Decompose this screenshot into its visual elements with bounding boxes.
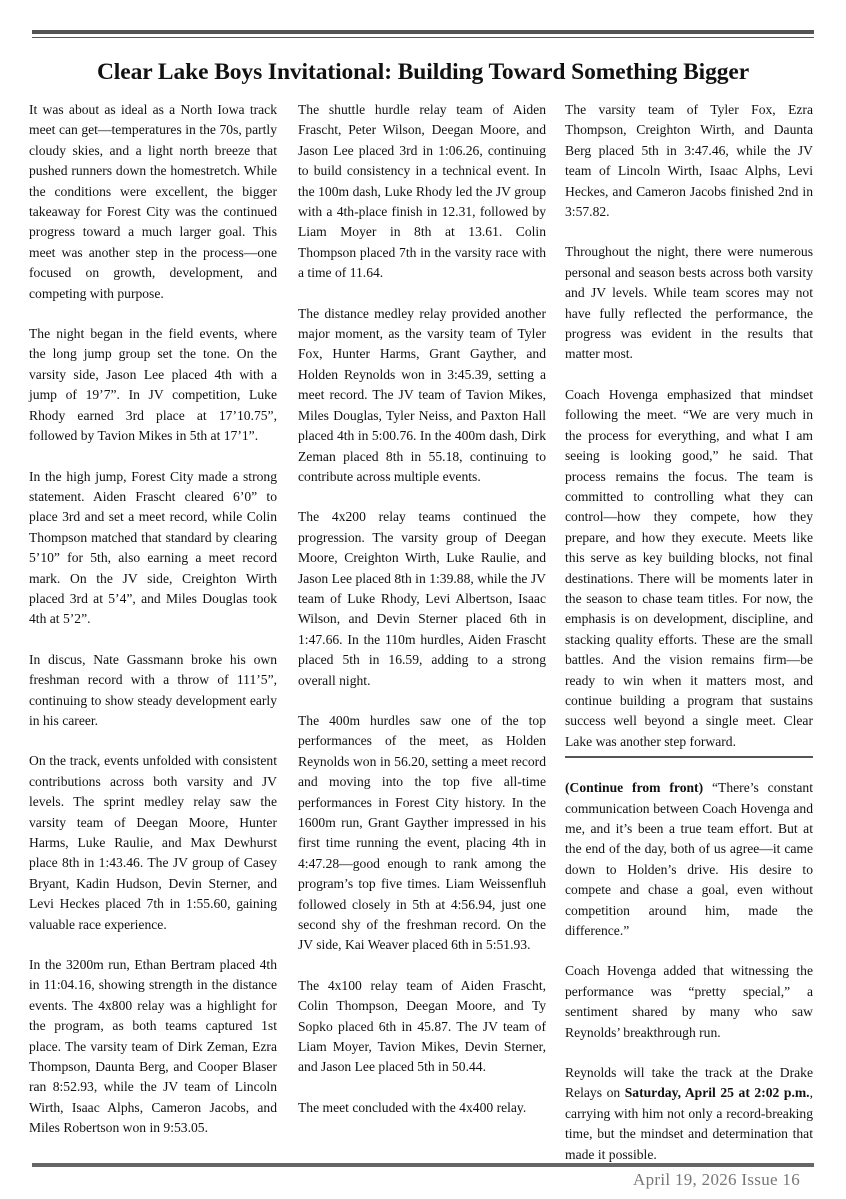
paragraph: The night began in the field events, where the long jump group set the tone. On the varsity side, Jason Lee placed 4th with a jump of 19’7”. In JV competition, Luke Rhody earned 3rd place at 17’10.75”, followed by Tavion Mikes in 5th at 17’1”. — [29, 326, 277, 444]
continued-lead: (Continue from front) — [565, 780, 704, 796]
footer-date-issue: April 19, 2026 Issue 16 — [633, 1170, 800, 1189]
paragraph: Coach Hovenga emphasized that mindset following the meet. “We are very much in the process for everything, and what I am seeing is looking good,” he said. That process remains the focus. The team is committed to controlling what they can control—how they compete, how they prepare, and how they execute. Meets like this serve as key building blocks, not final destinations. There will be moments later in the season to chase team titles. For now, the emphasis is on development, discipline, and stacking quality efforts. These are the small battles. And the vision remains firm—be ready to win when it matters most, and continue building a program that sustains success well beyond a single meet. Clear Lake was another step forward. — [565, 386, 813, 749]
paragraph: In discus, Nate Gassmann broke his own freshman record with a throw of 111’5”, continuing to show steady development early in his career. — [29, 651, 277, 728]
paragraph: Coach Hovenga added that witnessing the performance was “pretty special,” a sentiment shared by many who saw Reynolds’ breakthrough run. — [565, 963, 813, 1040]
event-text-after: , carrying with him not only a record-breaking time, but the mindset and determination that made it possible. — [565, 1085, 813, 1162]
bottom-rule — [32, 1163, 814, 1167]
continued-divider — [565, 756, 813, 758]
paragraph: The 400m hurdles saw one of the top performances of the meet, as Holden Reynolds won in 56.20, setting a meet record and moving into the top five all-time performances in Forest City history. In the 1600m run, Grant Gayther impressed in his first time running the event, placing 4th in 4:47.28—good enough to rank among the program’s top five times. Liam Weissenfluh followed closely in 5th at 4:56.94, just one second shy of the freshman record. On the JV side, Kai Weaver placed 6th in 5:51.93. — [298, 712, 546, 953]
column-3 — [565, 100, 813, 1185]
paragraph: In the 3200m run, Ethan Bertram placed 4th in 11:04.16, showing strength in the distance events. The 4x800 relay was a highlight for the program, as both teams captured 1st place. The varsity team of Dirk Zeman, Ezra Thompson, Daunta Berg, and Cooper Blaser ran 8:52.93, while the JV team of Lincoln Wirth, Isaac Alphs, Cameron Jacobs, and Miles Robertson won in 9:53.05. — [29, 957, 277, 1136]
column-1 — [29, 100, 277, 1159]
column-2 — [298, 100, 546, 1138]
top-rule-thick — [32, 30, 814, 34]
paragraph: The distance medley relay provided another major moment, as the varsity team of Tyler Fox, Hunter Harms, Grant Gayther, and Holden Reynolds won in 3:45.39, setting a meet record. The JV team of Tavion Mikes, Miles Douglas, Tyler Neiss, and Paxton Hall placed 4th in 5:00.76. In the 400m dash, Dirk Zeman placed 8th in 55.18, continuing to contribute across multiple events. — [298, 305, 546, 484]
paragraph: It was about as ideal as a North Iowa track meet can get—temperatures in the 70s, partly cloudy skies, and a light north breeze that pushed runners down the homestretch. While the conditions were excellent, the bigger takeaway for Forest City was the continued progress toward a much larger goal. This meet was another step in the process—one focused on growth, development, and competing with purpose. — [29, 102, 277, 301]
paragraph: On the track, events unfolded with consistent contributions across both varsity and JV levels. The sprint medley relay saw the varsity team of Deegan Moore, Hunter Harms, Luke Raulie, and Max Dewhurst place 8th in 1:43.46. The JV group of Casey Bryant, Kadin Hudson, Devin Sterner, and Levi Heckes placed 7th in 1:55.60, gaining valuable race experience. — [29, 753, 277, 932]
event-paragraph — [565, 1063, 813, 1165]
paragraph: In the high jump, Forest City made a strong statement. Aiden Frascht cleared 6’0” to place 3rd and set a meet record, while Colin Thompson matched that standard by clearing 5’10” for 5th, also earning a meet record mark. On the JV side, Creighton Wirth placed 3rd at 5’4”, and Miles Douglas took 4th at 5’2”. — [29, 468, 277, 627]
continued-text: “There’s constant communication between Coach Hovenga and me, and it’s been a true team effort. But at the end of the day, both of us agree—it came down to Holden’s drive. His desire to compete and chase a goal, even without competition around him, made the difference.” — [565, 780, 813, 939]
top-rule-thin — [32, 37, 814, 38]
continued-paragraph — [565, 778, 813, 941]
paragraph: The varsity team of Tyler Fox, Ezra Thompson, Creighton Wirth, and Daunta Berg placed 5th in 3:47.46, while the JV team of Lincoln Wirth, Isaac Alphs, Levi Heckes, and Cameron Jacobs finished 2nd in 3:57.82. — [565, 102, 813, 220]
event-text-before: Reynolds will take the track at the Drake Relays on — [565, 1065, 813, 1101]
event-datetime: Saturday, April 25 at 2:02 p.m. — [624, 1085, 810, 1101]
paragraph: The meet concluded with the 4x400 relay. — [298, 1099, 527, 1115]
paragraph: The shuttle hurdle relay team of Aiden Frascht, Peter Wilson, Deegan Moore, and Jason Lee placed 3rd in 1:06.26, continuing to build consistency in a technical event. In the 100m dash, Luke Rhody led the JV group with a 4th-place finish in 12.31, followed by Liam Moyer in 8th at 13.61. Colin Thompson placed 7th in the varsity race with a time of 11.64. — [298, 102, 546, 281]
paragraph: The 4x100 relay team of Aiden Frascht, Colin Thompson, Deegan Moore, and Ty Sopko placed 6th in 45.87. The JV team of Liam Moyer, Tavion Mikes, Devin Sterner, and Jason Lee placed 5th in 50.44. — [298, 977, 546, 1075]
paragraph: The 4x200 relay teams continued the progression. The varsity group of Deegan Moore, Creighton Wirth, Luke Raulie, and Jason Lee placed 8th in 1:39.88, while the JV team of Luke Rhody, Levi Albertson, Isaac Wilson, and Devin Sterner placed 6th in 1:47.66. In the 110m hurdles, Aiden Frascht placed 5th in 16.59, adding to a strong overall night. — [298, 509, 546, 688]
paragraph: Throughout the night, there were numerous personal and season bests across both varsity and JV levels. While team scores may not have fully reflected the performance, the progress was evident in the results that matter most. — [565, 244, 813, 362]
headline: Clear Lake Boys Invitational: Building Toward Something Bigger — [96, 59, 750, 85]
